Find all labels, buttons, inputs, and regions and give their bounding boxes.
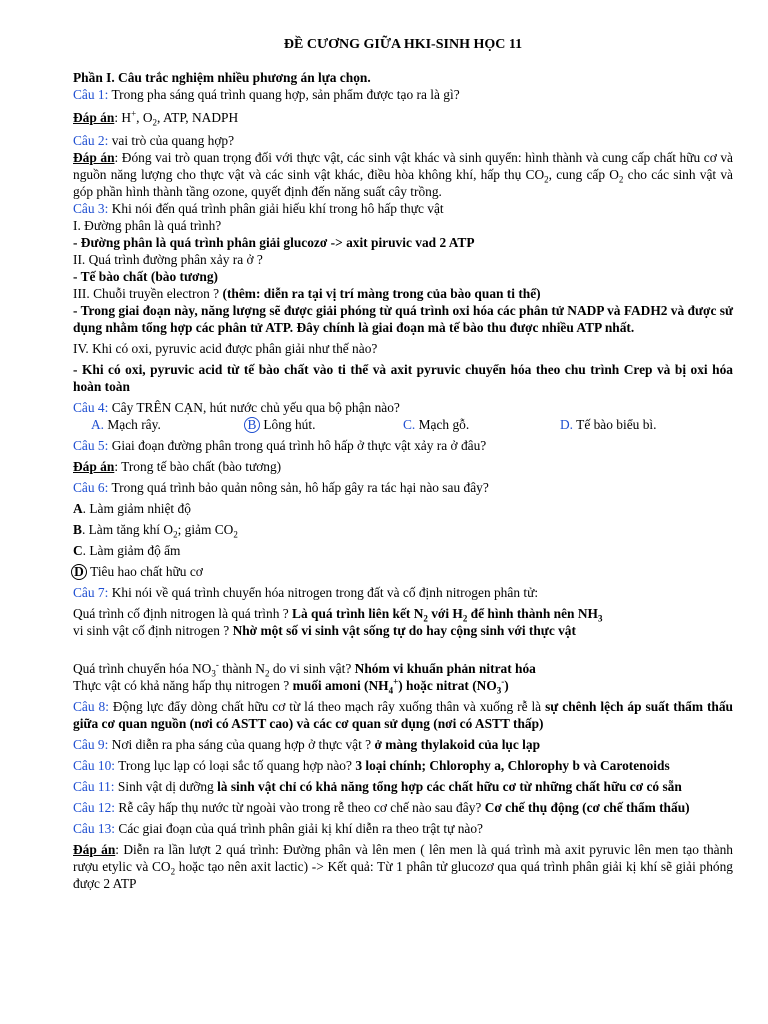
- answer-2: Đáp án: Đóng vai trò quan trọng đối với thực vật, các sinh vật khác và sinh quyển: hình thành và cung cấp chất hữu cơ và nguồn năng lượng cho thực vật và các sinh vật khác, điều hòa không khí, hấp thụ $CO_2$, cung cấp $O_2$ cho các sinh vật và góp phần hình thành tầng ozone, quyết định đến năng suất cây trồng.: [73, 150, 733, 199]
- question-8: Câu 8: Động lực đẩy dòng chất hữu cơ từ lá theo mạch rây xuống thân và xuống rễ là sự chênh lệch áp suất thẩm thấu giữa cơ quan nguồn (nơi có ASTT cao) và các cơ quan sử dụng (nơi có ASTT thấp): [73, 699, 733, 731]
- question-5: Câu 5: Giai đoạn đường phân trong quá trình hô hấp ở thực vật xảy ra ở đâu?: [73, 438, 487, 453]
- question-4: Câu 4: Cây TRÊN CẠN, hút nước chủ yếu qua bộ phận nào?: [73, 400, 400, 415]
- question-13: Câu 13: Các giai đoạn của quá trình phân giải kị khí diễn ra theo trật tự nào?: [73, 821, 483, 836]
- q3-answer-2: - Tế bào chất (bào tương): [73, 269, 219, 284]
- question-6: Câu 6: Trong quá trình bảo quản nông sản, hô hấp gây ra tác hại nào sau đây?: [73, 480, 489, 495]
- q3-answer-4: - Khi có oxi, pyruvic acid từ tế bào chất vào ti thể và axit pyruvic chuyển hóa theo chu trình Crep và bị oxi hóa hoàn toàn: [73, 362, 733, 394]
- q3-answer-1: - Đường phân là quá trình phân giải glucozơ -> axit piruvic vad 2 ATP: [73, 235, 475, 250]
- q3-item-3: III. Chuỗi truyền electron ? (thêm: diễn ra tại vị trí màng trong của bào quan ti thể): [73, 286, 541, 301]
- q6-option-c: C. Làm giảm độ ẩm: [73, 543, 181, 558]
- question-11: Câu 11: Sinh vật dị dưỡng là sinh vật chỉ có khả năng tổng hợp các chất hữu cơ từ những chất hữu cơ có sẵn: [73, 779, 682, 794]
- q4-option-a: A. Mạch rây.: [91, 417, 161, 432]
- selected-circle: D: [71, 564, 87, 580]
- question-7: Câu 7: Khi nói về quá trình chuyển hóa nitrogen trong đất và cố định nitrogen phân tử:: [73, 585, 539, 600]
- q6-option-a: A. Làm giảm nhiệt độ: [73, 501, 191, 516]
- question-2: Câu 2: vai trò của quang hợp?: [73, 133, 235, 148]
- q4-option-b: B Lông hút.: [246, 416, 403, 433]
- question-10: Câu 10: Trong lục lạp có loại sắc tố quang hợp nào? 3 loại chính; Chlorophy a, Chlorophy b và Carotenoids: [73, 758, 670, 773]
- selected-circle: B: [244, 417, 260, 433]
- question-1: Câu 1: Trong pha sáng quá trình quang hợp, sản phẩm được tạo ra là gì?: [73, 87, 460, 102]
- q7-line-3: Quá trình chuyển hóa $NO_3^-$ thành $N_2$ do vi sinh vật? Nhóm vi khuẩn phản nitrat hóa: [73, 659, 536, 679]
- question-label: Câu 1:: [73, 87, 109, 102]
- question-12: Câu 12: Rễ cây hấp thụ nước từ ngoài vào trong rễ theo cơ chế nào sau đây? Cơ chế thụ động (cơ chế thẩm thấu): [73, 800, 690, 815]
- q3-answer-3: - Trong giai đoạn này, năng lượng sẽ được giải phóng từ quá trình oxi hóa các phân tử NADP và FADH2 và được sử dụng nhằm tổng hợp các phân tử ATP. Đây chính là giai đoạn mà tế bào thu được nhiều ATP nhất.: [73, 303, 733, 335]
- q4-options: [73, 416, 733, 433]
- question-3: Câu 3: Khi nói đến quá trình phân giải hiếu khí trong hô hấp thực vật: [73, 201, 444, 216]
- document-page: [73, 28, 733, 892]
- part-heading: Phần I. Câu trắc nghiệm nhiều phương án lựa chọn.: [73, 70, 371, 85]
- q7-line-1: Quá trình cố định nitrogen là quá trình ? Là quá trình liên kết $N_2$ với $H_2$ để hình thành nên $NH_3$: [73, 606, 603, 624]
- q7-line-2: vi sinh vật cố định nitrogen ? Nhờ một số vi sinh vật sống tự do hay cộng sinh với thực vật: [73, 623, 576, 638]
- q4-option-d: D. Tế bào biểu bì.: [560, 417, 657, 432]
- q6-option-d: D Tiêu hao chất hữu cơ: [73, 563, 733, 580]
- q4-option-c: C. Mạch gỗ.: [403, 417, 470, 432]
- q3-item-1: I. Đường phân là quá trình?: [73, 218, 222, 233]
- answer-5: Đáp án: Trong tế bào chất (bào tương): [73, 459, 282, 474]
- answer-1: Đáp án: H+, $O_2$, ATP, NADPH: [73, 108, 239, 128]
- q6-option-b: B. Làm tăng khí $O_2$; giảm $CO_2$: [73, 522, 238, 540]
- question-9: Câu 9: Nơi diễn ra pha sáng của quang hợp ở thực vật ? ở màng thylakoid của lục lạp: [73, 737, 541, 752]
- answer-13: Đáp án: Diễn ra lần lượt 2 quá trình: Đường phân và lên men ( lên men là quá trình mà axit pyruvic lên men tạo thành rượu etylic và $CO_2$ hoặc tạo nên axit lactic) -> Kết quả: Từ 1 phân tử glucozơ qua quá trình phân giải kị khí sẽ giải phóng được 2 ATP: [73, 842, 733, 891]
- q7-line-4: Thực vật có khả năng hấp thụ nitrogen ? muối amoni $(NH_4^+)$ hoặc nitrat $(NO_3^-)$: [73, 676, 509, 696]
- document-title: ĐỀ CƯƠNG GIỮA HKI-SINH HỌC 11: [283, 37, 523, 52]
- q3-item-4: IV. Khi có oxi, pyruvic acid được phân giải như thế nào?: [73, 341, 378, 356]
- q3-item-2: II. Quá trình đường phân xảy ra ở ?: [73, 252, 263, 267]
